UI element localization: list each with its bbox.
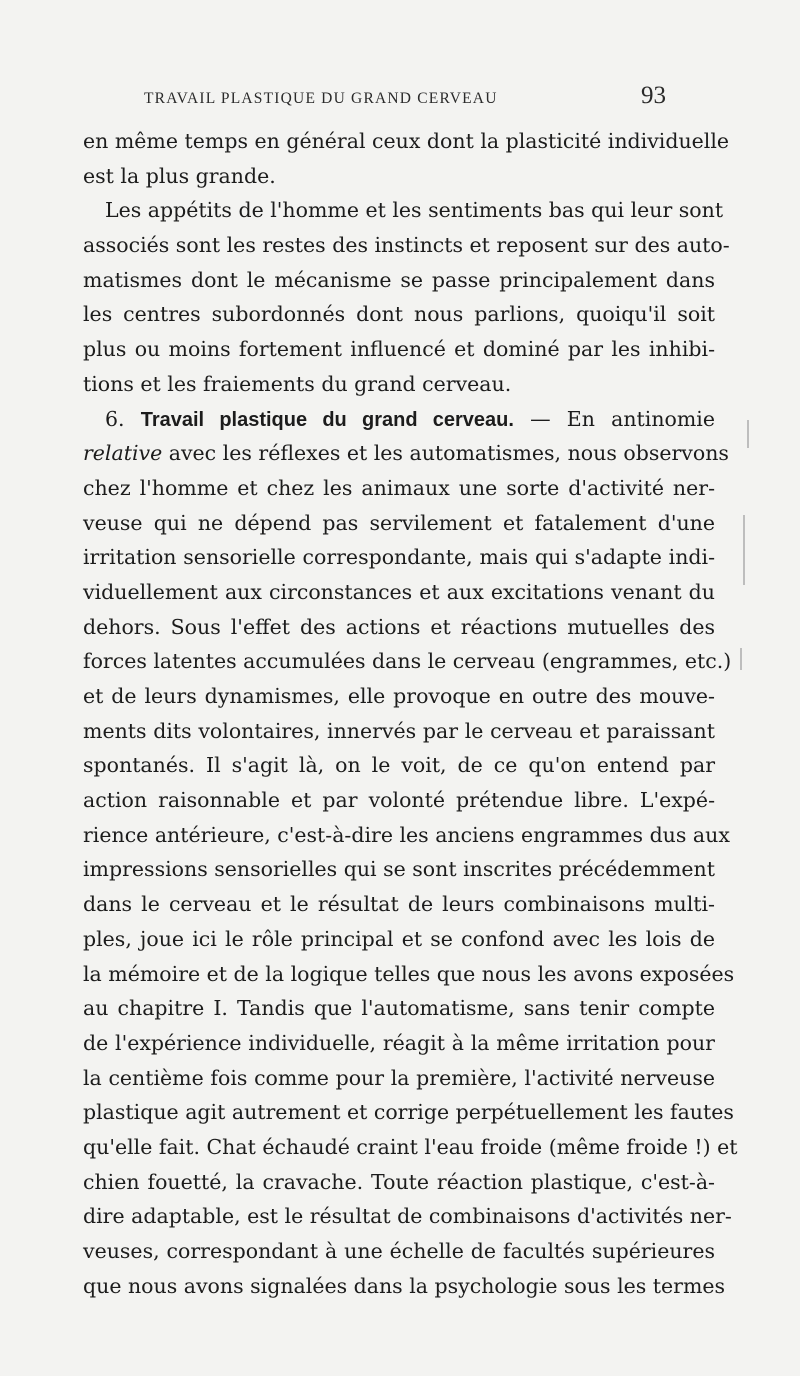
text-line: spontanés. Il s'agit là, on le voit, de ce qu'on entend par [83, 753, 715, 778]
text-line: dehors. Sous l'effet des actions et réactions mutuelles des [83, 614, 715, 639]
text-line: en même temps en général ceux dont la plasticité individuelle [83, 129, 730, 153]
page-number: 93 [641, 82, 666, 109]
text-line: et de leurs dynamismes, elle provoque en outre des mouve- [83, 684, 715, 708]
line-continuation: avec les réflexes et les automatismes, nous observons [162, 441, 729, 466]
text-line: action raisonnable et par volonté prétendue libre. L'expé- [83, 788, 715, 813]
section-heading: Travail plastique du grand cerveau. [140, 408, 514, 431]
text-line: impressions sensorielles qui se sont inscrites précédemment [83, 857, 715, 882]
text-line: associés sont les restes des instincts et reposent sur des auto- [83, 233, 730, 258]
text-line: au chapitre I. Tandis que l'automatisme, sans tenir compte [83, 996, 715, 1021]
italic-word: relative [83, 441, 163, 466]
text-line: est la plus grande. [83, 163, 276, 188]
running-head [0, 80, 800, 112]
text-line: rience antérieure, c'est-à-dire les anciens engrammes dus aux [83, 822, 730, 847]
text-line: Les appétits de l'homme et les sentiments bas qui leur sont [105, 198, 724, 223]
scan-mark [743, 515, 745, 585]
text-line: de l'expérience individuelle, réagit à la même irritation pour [83, 1030, 715, 1055]
text-line: dire adaptable, est le résultat de combinaisons d'activités ner- [83, 1204, 732, 1229]
text-line: matismes dont le mécanisme se passe principalement dans [83, 267, 715, 292]
text-line: ments dits volontaires, innervés par le cerveau et paraissant [83, 718, 715, 743]
text-line: ples, joue ici le rôle principal et se confond avec les lois de [83, 926, 715, 951]
text-line: chien fouetté, la cravache. Toute réaction plastique, c'est-à- [83, 1169, 715, 1194]
text-line: plastique agit autrement et corrige perpétuellement les fautes [83, 1100, 734, 1125]
text-line: les centres subordonnés dont nous parlions, quoiqu'il soit [83, 302, 715, 327]
scan-mark [740, 648, 742, 670]
running-title: TRAVAIL PLASTIQUE DU GRAND CERVEAU [144, 90, 498, 107]
text-line: veuse qui ne dépend pas servilement et fatalement d'une [83, 510, 715, 535]
text-line: la centième fois comme pour la première, l'activité nerveuse [83, 1065, 715, 1090]
text-line: que nous avons signalées dans la psychologie sous les termes [83, 1273, 726, 1298]
text-line: forces latentes accumulées dans le cerveau (engrammes, etc.) [83, 649, 732, 674]
text-line: viduellement aux circonstances et aux excitations venant du [83, 579, 715, 604]
section-number: 6. [105, 406, 125, 431]
text-line: irritation sensorielle correspondante, mais qui s'adapte indi- [83, 545, 715, 570]
text-line: qu'elle fait. Chat échaudé craint l'eau froide (même froide !) et [83, 1134, 738, 1159]
text-line: dans le cerveau et le résultat de leurs combinaisons multi- [83, 892, 715, 917]
section-heading-dash: — En antinomie [513, 406, 715, 431]
text-body [83, 124, 738, 1303]
text-line: tions et les fraiements du grand cerveau. [83, 371, 512, 396]
section-heading-line [83, 402, 715, 437]
text-line [83, 436, 729, 471]
text-line: plus ou moins fortement influencé et dominé par les inhibi- [83, 337, 715, 362]
text-line: chez l'homme et chez les animaux une sorte d'activité ner- [83, 475, 715, 500]
text-line: veuses, correspondant à une échelle de facultés supérieures [83, 1239, 715, 1263]
text-line: la mémoire et de la logique telles que nous les avons exposées [83, 961, 735, 986]
scan-mark [747, 420, 749, 448]
